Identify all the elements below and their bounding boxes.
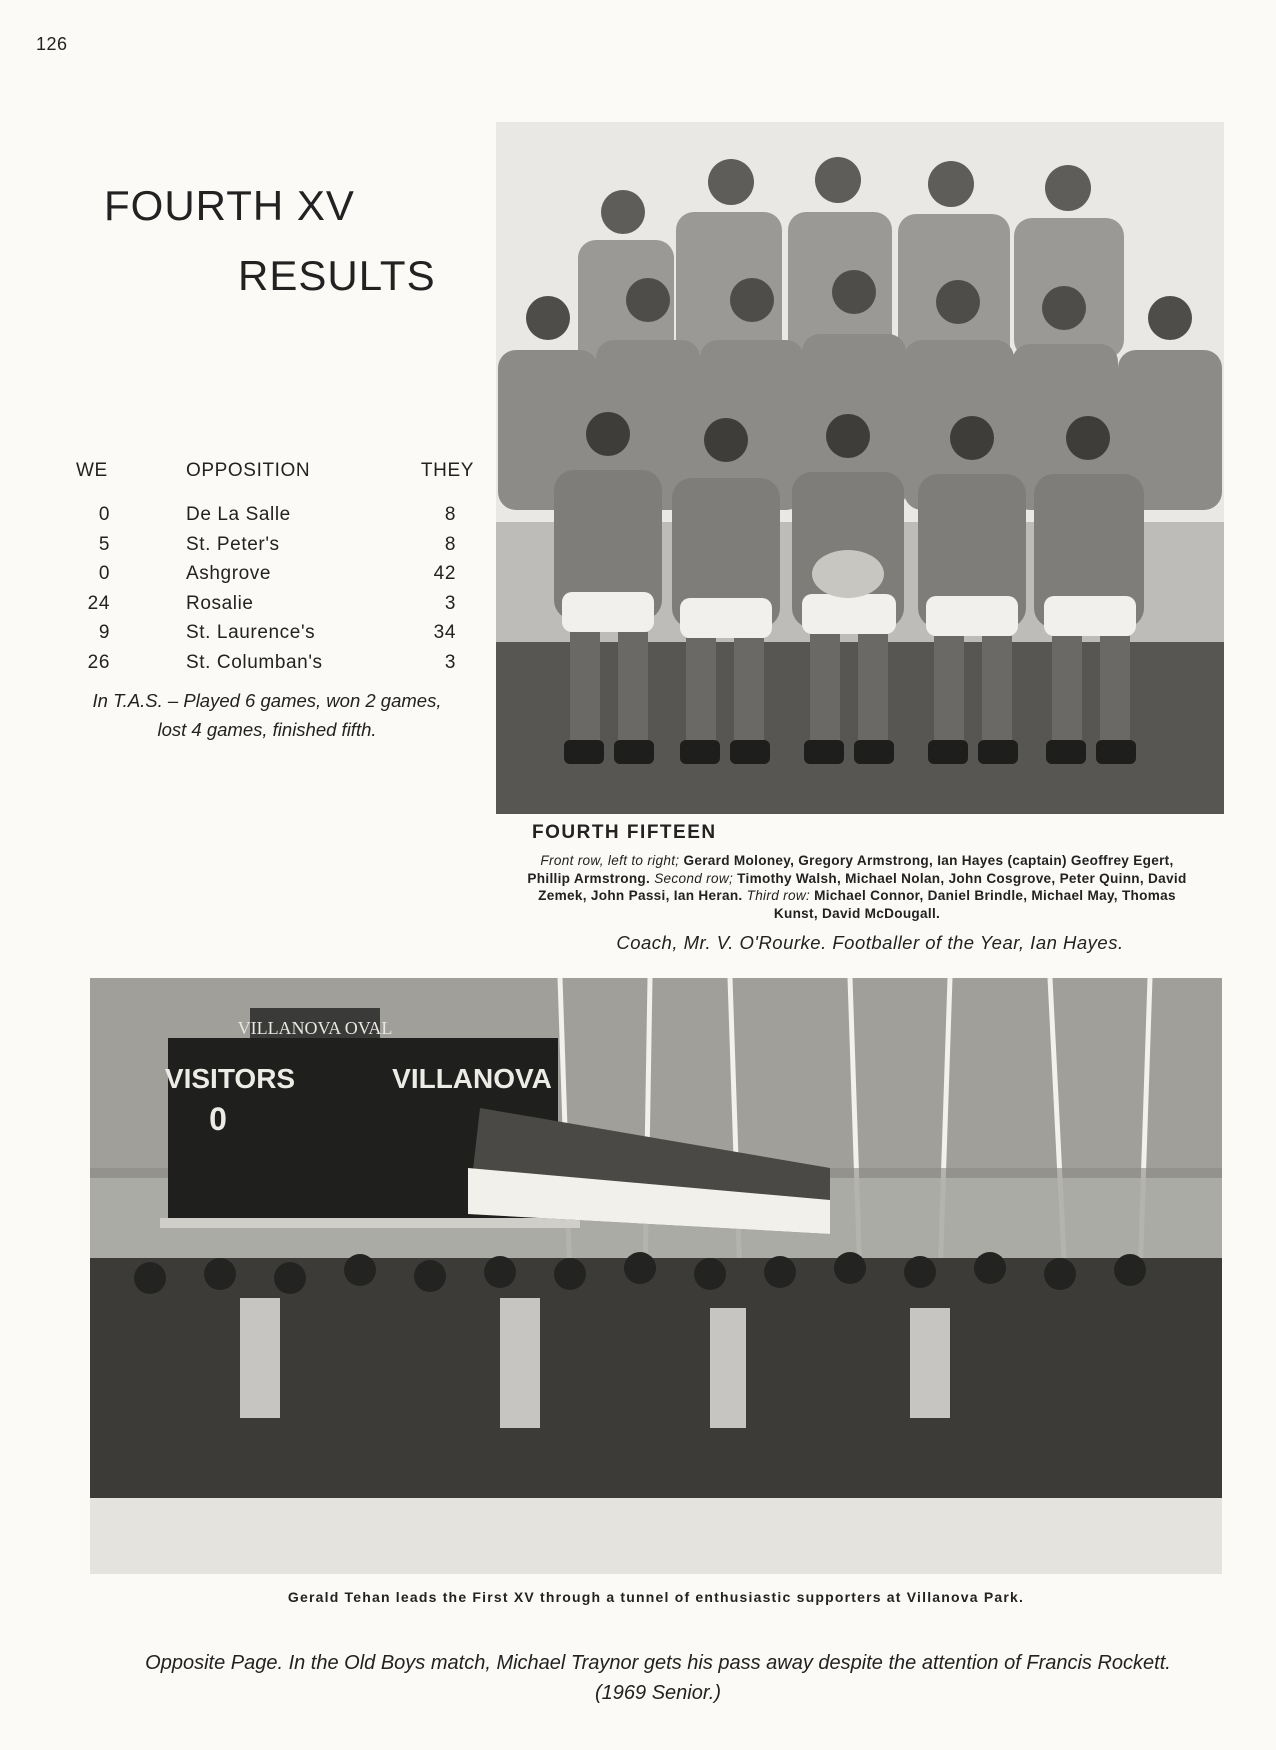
opposite-page-caption (60, 1648, 1256, 1708)
score-we: 26 (87, 651, 110, 673)
score-we: 0 (98, 504, 110, 525)
opposition-name: St. Peter's (186, 533, 280, 555)
second-row-label: Second row; (654, 870, 734, 886)
table-row (74, 504, 474, 534)
results-table (74, 460, 474, 681)
second-row-names: Timothy Walsh, Michael Nolan, John Cosgrove, Peter Quinn, David Zemek, John Passi, Ian Heran. (538, 870, 1187, 903)
header-we: WE (76, 460, 108, 481)
score-we: 9 (98, 622, 110, 643)
team-caption-names (526, 852, 1188, 922)
third-row-names: Michael Connor, Daniel Brindle, Michael May, Thomas Kunst, David McDougall. (773, 888, 1176, 921)
scoreboard-visitors: VISITORS (164, 1063, 296, 1094)
front-row-label: Front row, left to right; (540, 853, 680, 868)
coach-line: Coach, Mr. V. O'Rourke. Footballer of the Year, Ian Hayes. (616, 932, 1124, 953)
header-they: THEY (420, 460, 474, 481)
team-caption-title: FOURTH FIFTEEN (532, 822, 717, 843)
oval-sign: VILLANOVA OVAL (237, 1018, 393, 1038)
team-photo-illustration (496, 122, 1224, 814)
table-row (74, 593, 474, 623)
section-title: FOURTH XV (104, 182, 355, 229)
opposition-name: Rosalie (186, 592, 254, 614)
front-row-names: Gerard Moloney, Gregory Armstrong, Ian Hayes (captain) Geoffrey Egert, Phillip Armstrong. (527, 853, 1174, 886)
table-row (74, 622, 474, 652)
score-we: 5 (98, 533, 110, 555)
table-row (74, 534, 474, 564)
opposition-name: St. Columban's (186, 651, 323, 673)
opposition-name: De La Salle (186, 504, 291, 525)
third-row-label: Third row: (746, 888, 811, 903)
score-they: 8 (444, 533, 456, 555)
score-they: 8 (444, 504, 456, 525)
opposite-page-line-2: (1969 Senior.) (595, 1682, 721, 1704)
crowd-photo (90, 978, 1222, 1574)
score-they: 42 (433, 563, 456, 584)
score-we: 0 (98, 563, 110, 584)
section-subtitle: RESULTS (238, 252, 436, 299)
score-they: 3 (444, 592, 456, 614)
results-header-row (74, 460, 474, 504)
crowd-photo-caption: Gerald Tehan leads the First XV through a tunnel of enthusiastic supporters at Villanova Park. (287, 1589, 1025, 1605)
score-we: 24 (87, 592, 110, 614)
opposite-page-line-1: Opposite Page. In the Old Boys match, Michael Traynor gets his pass away despite the attention of Francis Rockett. (145, 1652, 1171, 1674)
summary-line-2: lost 4 games, finished fifth. (157, 719, 377, 740)
scoreboard-score: 0 (209, 1101, 227, 1137)
crowd-photo-illustration (90, 978, 1222, 1574)
scoreboard-home: VILLANOVA (392, 1063, 552, 1094)
page-number: 126 (36, 34, 68, 54)
opposition-name: St. Laurence's (186, 622, 316, 643)
rugby-ball (812, 550, 884, 598)
summary-line-1: In T.A.S. – Played 6 games, won 2 games, (92, 690, 442, 711)
season-summary (74, 686, 460, 744)
header-opposition: OPPOSITION (186, 460, 311, 481)
score-they: 34 (433, 622, 456, 643)
opposition-name: Ashgrove (186, 563, 272, 584)
table-row (74, 563, 474, 593)
table-row (74, 652, 474, 682)
score-they: 3 (444, 651, 456, 673)
team-photo (496, 122, 1224, 814)
